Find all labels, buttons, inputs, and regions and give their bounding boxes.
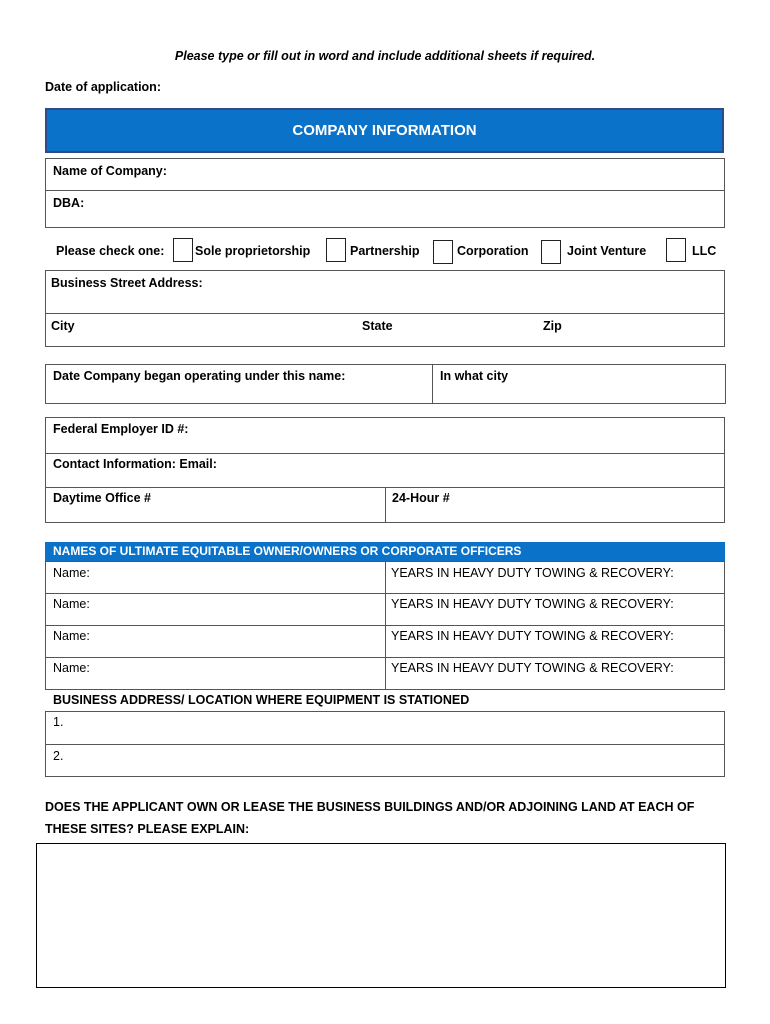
option-joint-venture: Joint Venture — [567, 244, 647, 258]
company-info-header: COMPANY INFORMATION — [45, 108, 724, 153]
owner-name-field[interactable]: Name: — [53, 566, 90, 580]
check-one-label: Please check one: — [56, 244, 165, 258]
date-began-field[interactable]: Date Company began operating under this name: — [53, 369, 346, 383]
hour24-field[interactable]: 24-Hour # — [392, 491, 450, 505]
contact-email-field[interactable]: Contact Information: Email: — [53, 457, 217, 471]
option-sole-proprietorship: Sole proprietorship — [195, 244, 311, 258]
dba-field[interactable]: DBA: — [53, 196, 85, 210]
in-what-city-field[interactable]: In what city — [440, 369, 509, 383]
business-street-address-field[interactable]: Business Street Address: — [51, 276, 203, 290]
partnership-checkbox[interactable] — [326, 238, 346, 262]
option-partnership: Partnership — [350, 244, 420, 258]
owner-years-field[interactable]: YEARS IN HEAVY DUTY TOWING & RECOVERY: — [391, 597, 674, 611]
daytime-office-field[interactable]: Daytime Office # — [53, 491, 151, 505]
owner-years-field[interactable]: YEARS IN HEAVY DUTY TOWING & RECOVERY: — [391, 661, 674, 675]
llc-checkbox[interactable] — [666, 238, 686, 262]
state-field[interactable]: State — [362, 319, 393, 333]
question-line-2: THESE SITES? PLEASE EXPLAIN: — [45, 822, 250, 836]
owner-years-field[interactable]: YEARS IN HEAVY DUTY TOWING & RECOVERY: — [391, 566, 674, 580]
city-field[interactable]: City — [51, 319, 75, 333]
option-corporation: Corporation — [457, 244, 529, 258]
equipment-header: BUSINESS ADDRESS/ LOCATION WHERE EQUIPMENT IS STATIONED — [53, 693, 470, 707]
corporation-checkbox[interactable] — [433, 240, 453, 264]
equipment-location-2-field[interactable]: 2. — [53, 749, 64, 763]
federal-id-field[interactable]: Federal Employer ID #: — [53, 422, 189, 436]
date-of-application-label: Date of application: — [45, 80, 161, 94]
owner-name-field[interactable]: Name: — [53, 597, 90, 611]
question-line-1: DOES THE APPLICANT OWN OR LEASE THE BUSINESS BUILDINGS AND/OR ADJOINING LAND AT EACH OF — [45, 800, 695, 814]
zip-field[interactable]: Zip — [543, 319, 562, 333]
owner-years-field[interactable]: YEARS IN HEAVY DUTY TOWING & RECOVERY: — [391, 629, 674, 643]
joint-venture-checkbox[interactable] — [541, 240, 561, 264]
owner-name-field[interactable]: Name: — [53, 661, 90, 675]
instructions-text: Please type or fill out in word and include additional sheets if required. — [174, 49, 596, 63]
name-of-company-field[interactable]: Name of Company: — [53, 164, 167, 178]
owners-header: NAMES OF ULTIMATE EQUITABLE OWNER/OWNERS OR CORPORATE OFFICERS — [45, 542, 725, 561]
explanation-textarea[interactable] — [36, 843, 726, 988]
owner-name-field[interactable]: Name: — [53, 629, 90, 643]
equipment-location-1-field[interactable]: 1. — [53, 715, 64, 729]
sole-proprietorship-checkbox[interactable] — [173, 238, 193, 262]
option-llc: LLC — [692, 244, 717, 258]
